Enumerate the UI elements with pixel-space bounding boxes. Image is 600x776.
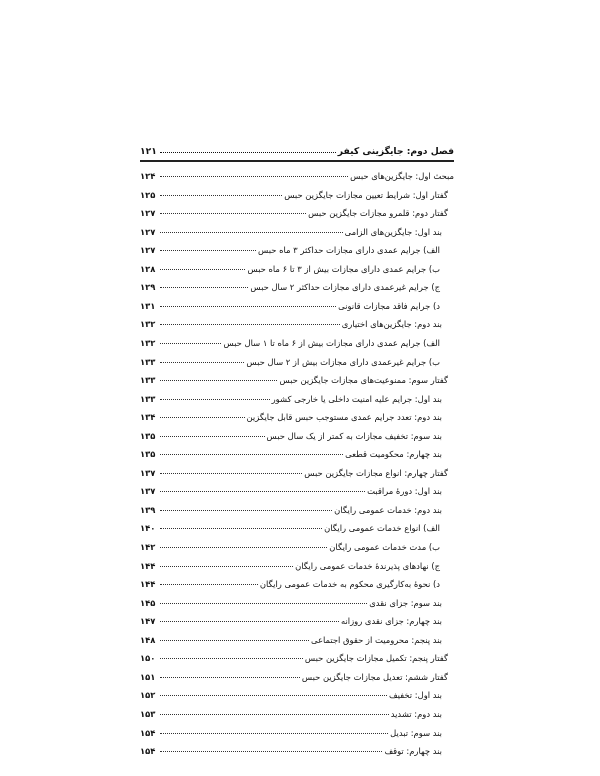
toc-entry-page-number: ۱۳۷ [140,486,156,497]
toc-entry-page-number: ۱۲۷ [140,245,156,256]
toc-entry-title: بند دوم: تشدید [390,708,442,719]
toc-entry [140,700,454,719]
dot-leader [160,287,248,288]
toc-entry-title: بند پنجم: محرومیت از حقوق اجتماعی [310,634,442,645]
toc-entry [140,404,454,423]
toc-entry-page-number: ۱۳۲ [140,319,156,330]
toc-entry [140,367,454,386]
toc-entry-title: مبحث اول: جایگزین‌های حبس [350,171,454,182]
toc-entry-page-number: ۱۲۷ [140,208,156,219]
dot-leader [160,306,336,307]
toc-entry-title: د) نحوهٔ به‌کارگیری محکوم به خدمات عمومی رایگان [259,579,440,590]
toc-entry-title: الف) جرایم عمدی دارای مجازات بیش از ۶ ماه تا ۱ سال حبس [223,338,440,349]
toc-entry-title: بند سوم: تبدیل [390,727,442,738]
toc-entry-title: بند اول: دورهٔ مراقبت [367,486,442,497]
toc-entry [140,292,454,311]
toc-entry-page-number: ۱۳۳ [140,393,156,404]
toc-entry-page-number: ۱۵۲ [140,690,156,701]
toc-entry [140,255,454,274]
toc-entry-title: گفتار پنجم: تکمیل مجازات جایگزین حبس [304,653,448,664]
toc-entry-title: بند دوم: خدمات عمومی رایگان [334,504,442,515]
toc-entry [140,589,454,608]
toc-entry-page-number: ۱۲۷ [140,226,156,237]
dot-leader [160,528,322,529]
dot-leader [160,547,327,548]
toc-entry-page-number: ۱۴۲ [140,542,156,553]
toc-entry-title: د) جرایم فاقد مجازات قانونی [338,300,440,311]
toc-entry-title: بند اول: جایگزین‌های الزامی [344,226,442,237]
table-of-contents [140,138,454,756]
dot-leader [160,436,265,437]
toc-entry-page-number: ۱۴۰ [140,523,156,534]
toc-entry-title: گفتار اول: شرایط تعیین مجازات جایگزین حبس [284,189,448,200]
toc-entry-title: ج) جرایم غیرعمدی دارای مجازات حداکثر ۲ سال حبس [250,282,440,293]
toc-entry-title: بند دوم: تعدد جرایم عمدی مستوجب حبس قابل جایگزین [246,412,442,423]
toc-entry-page-number: ۱۲۴ [140,171,156,182]
toc-entry-title: فصل دوم: جایگزینی کیفر [337,145,454,157]
dot-leader [160,250,256,251]
dot-leader [160,695,387,696]
toc-entry [140,552,454,571]
toc-entry-title: بند سوم: جزای نقدی [369,597,442,608]
dot-leader [160,362,244,363]
dot-leader [160,380,277,381]
toc-entry-title: الف) انواع خدمات عمومی رایگان [324,523,440,534]
dot-leader [160,232,343,233]
dot-leader [160,621,339,622]
toc-entry-page-number: ۱۳۹ [140,504,156,515]
toc-entry [140,274,454,293]
toc-entry-page-number: ۱۴۴ [140,579,156,590]
toc-entry-page-number: ۱۳۲ [140,338,156,349]
chapter-heading [140,138,454,157]
toc-entry [140,682,454,701]
heading-divider [140,160,454,162]
toc-entry [140,441,454,460]
dot-leader [160,566,293,567]
toc-entry-page-number: ۱۳۵ [140,449,156,460]
toc-entry [140,329,454,348]
toc-entry-title: بند دوم: جایگزین‌های اختیاری [341,319,442,330]
toc-entry [140,422,454,441]
toc-entry-page-number: ۱۲۸ [140,263,156,274]
toc-entry [140,348,454,367]
toc-entry-page-number: ۱۵۳ [140,708,156,719]
toc-entry-page-number: ۱۲۵ [140,189,156,200]
toc-entry-title: ب) جرایم عمدی دارای مجازات بیش از ۳ تا ۶ ماه حبس [247,263,440,274]
toc-entry-title: گفتار ششم: تعدیل مجازات جایگزین حبس [301,671,448,682]
dot-leader [160,677,300,678]
dot-leader [160,152,336,153]
toc-entry-title: بند اول: جرایم علیه امنیت داخلی یا خارجی کشور [271,393,442,404]
dot-leader [160,510,332,511]
dot-leader [160,417,245,418]
dot-leader [160,213,306,214]
toc-entry [140,496,454,515]
toc-entry-title: ج) نهادهای پذیرندهٔ خدمات عمومی رایگان [295,560,440,571]
toc-entry-page-number: ۱۳۱ [140,300,156,311]
toc-entry [140,663,454,682]
toc-entry-page-number: ۱۵۴ [140,746,156,757]
toc-entry [140,385,454,404]
toc-entry-title: ب) مدت خدمات عمومی رایگان [329,542,440,553]
toc-entry [140,738,454,757]
dot-leader [160,733,388,734]
toc-entry-title: بند اول: تخفیف [388,690,442,701]
dot-leader [160,751,382,752]
toc-entry-title: گفتار سوم: ممنوعیت‌های مجازات جایگزین حبس [279,375,448,386]
toc-entry-page-number: ۱۴۷ [140,616,156,627]
dot-leader [160,491,365,492]
toc-entry [140,478,454,497]
dot-leader [160,658,303,659]
toc-entry-page-number: ۱۵۴ [140,727,156,738]
toc-entry [140,181,454,200]
toc-entry-page-number: ۱۳۵ [140,430,156,441]
toc-entry [140,515,454,534]
toc-entry-page-number: ۱۳۴ [140,412,156,423]
toc-entry-page-number: ۱۳۷ [140,467,156,478]
dot-leader [160,584,258,585]
toc-entry-title: گفتار چهارم: انواع مجازات جایگزین حبس [304,467,448,478]
toc-entry [140,626,454,645]
toc-entry-title: الف) جرایم عمدی دارای مجازات حداکثر ۳ ماه حبس [258,245,440,256]
toc-entry-title: بند چهارم: محکومیت قطعی [345,449,442,460]
toc-entry-title: بند چهارم: جزای نقدی روزانه [340,616,442,627]
dot-leader [160,473,302,474]
toc-entry [140,645,454,664]
toc-entry-page-number: ۱۳۳ [140,375,156,386]
toc-entry-page-number: ۱۴۵ [140,597,156,608]
dot-leader [160,195,282,196]
dot-leader [160,399,270,400]
toc-entry [140,237,454,256]
toc-entry-page-number: ۱۵۱ [140,671,156,682]
toc-entry-title: بند سوم: تخفیف مجازات به کمتر از یک سال حبس [266,430,442,441]
toc-entry [140,200,454,219]
toc-entry [140,571,454,590]
toc-entry-page-number: ۱۴۸ [140,634,156,645]
toc-entry [140,218,454,237]
dot-leader [160,603,367,604]
dot-leader [160,176,348,177]
dot-leader [160,640,309,641]
toc-entry [140,311,454,330]
toc-entry [140,459,454,478]
dot-leader [160,324,340,325]
toc-entry-page-number: ۱۴۴ [140,560,156,571]
dot-leader [160,714,389,715]
toc-entry-title: گفتار دوم: قلمرو مجازات جایگزین حبس [308,208,448,219]
toc-entry-page-number: ۱۲۹ [140,282,156,293]
toc-entry [140,719,454,738]
toc-entry-page-number: ۱۲۱ [140,145,157,157]
toc-entry-page-number: ۱۵۰ [140,653,156,664]
toc-entry [140,533,454,552]
toc-entry [140,608,454,627]
dot-leader [160,454,343,455]
toc-entry-page-number: ۱۳۳ [140,356,156,367]
toc-entry-title: ب) جرایم غیرعمدی دارای مجازات بیش از ۲ سال حبس [246,356,440,367]
toc-entry-title: بند چهارم: توقف [384,746,442,757]
dot-leader [160,269,245,270]
dot-leader [160,343,221,344]
toc-entry [140,163,454,182]
